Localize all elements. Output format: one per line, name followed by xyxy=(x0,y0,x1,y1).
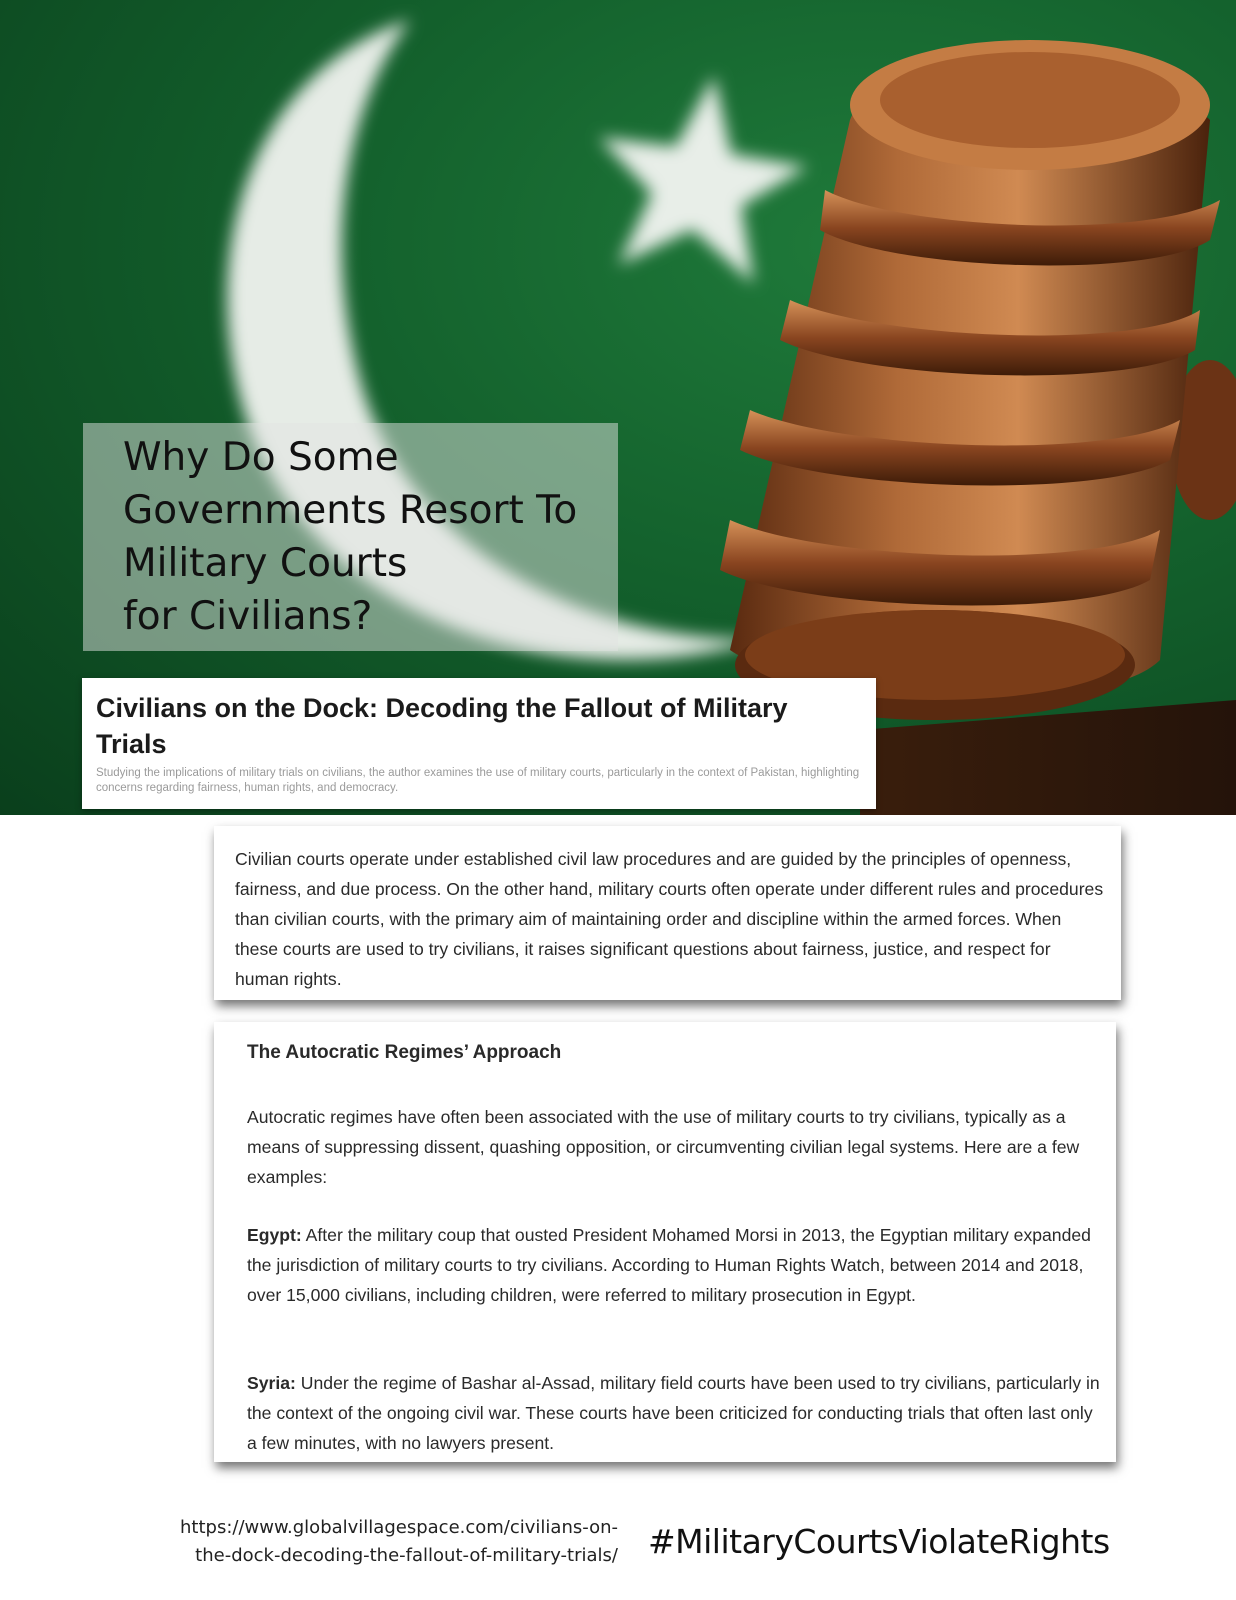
intro-paragraph: Autocratic regimes have often been associated with the use of military courts to try civilians, typically as a means of suppressing dissent, quashing opposition, or circumventing civilian legal systems. Here are a few examples: xyxy=(247,1107,1080,1187)
headline-line: Why Do Some xyxy=(123,435,399,480)
headline-box xyxy=(83,423,618,651)
article-card[interactable] xyxy=(82,678,876,809)
egypt-paragraph xyxy=(247,1220,1102,1310)
excerpt-card-civilian-courts xyxy=(214,826,1121,1000)
hashtag: #MilitaryCourtsViolateRights xyxy=(648,1522,1110,1561)
star-icon xyxy=(582,61,818,288)
egypt-text: After the military coup that ousted President Mohamed Morsi in 2013, the Egyptian military expanded the jurisdiction of military courts to try civilians. According to Human Rights Watch, between 2014 and 2018, over 15,000 civilians, including children, were referred to military prosecution in Egypt. xyxy=(247,1225,1091,1305)
gavel-icon xyxy=(720,40,1236,720)
article-description: Studying the implications of military trials on civilians, the author examines the use of military courts, particularly in the context of Pakistan, highlighting concerns regarding fairness, human rights, and democracy. xyxy=(96,767,860,794)
headline-line: for Civilians? xyxy=(123,594,373,639)
headline xyxy=(123,431,577,643)
source-url-line[interactable]: https://www.globalvillagespace.com/civilians-on- xyxy=(180,1517,618,1538)
syria-text: Under the regime of Bashar al-Assad, military field courts have been used to try civilians, particularly in the context of the ongoing civil war. These courts have been criticized for conducting trials that often last only a few minutes, with no lawyers present. xyxy=(247,1373,1100,1453)
source-url[interactable] xyxy=(120,1514,618,1570)
source-url-line[interactable]: the-dock-decoding-the-fallout-of-military-trials/ xyxy=(195,1545,618,1566)
section-heading: The Autocratic Regimes’ Approach xyxy=(247,1042,562,1063)
article-title[interactable]: Civilians on the Dock: Decoding the Fallout of Military Trials xyxy=(96,693,788,759)
syria-paragraph xyxy=(247,1368,1102,1458)
syria-label: Syria: xyxy=(247,1373,296,1393)
egypt-label: Egypt: xyxy=(247,1225,302,1245)
headline-line: Military Courts xyxy=(123,541,408,586)
excerpt-text: Civilian courts operate under established civil law procedures and are guided by the principles of openness, fairness, and due process. On the other hand, military courts often operate under different rules and procedures than civilian courts, with the primary aim of maintaining order and discipline within the armed forces. When these courts are used to try civilians, it raises significant questions about fairness, justice, and respect for human rights. xyxy=(235,849,1104,989)
excerpt-card-autocratic-regimes xyxy=(214,1022,1116,1462)
headline-line: Governments Resort To xyxy=(123,488,578,533)
